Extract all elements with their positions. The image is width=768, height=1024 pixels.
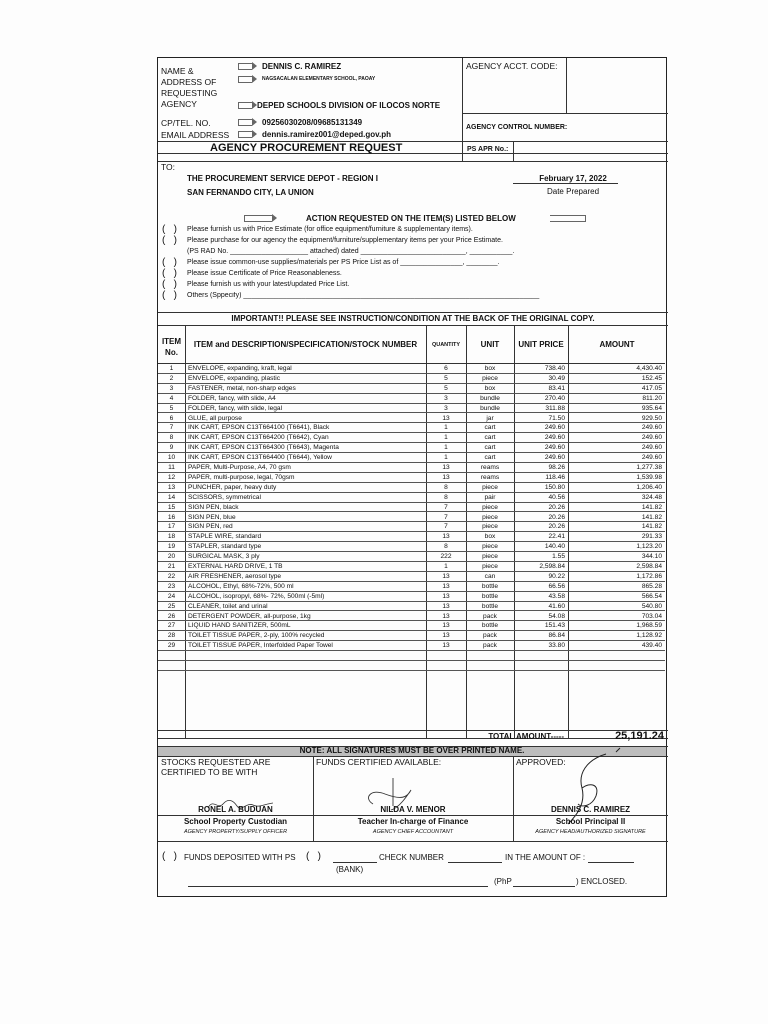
cell-no: 29 [167,642,176,650]
checkbox-purchase[interactable]: ( ) [162,235,177,246]
cell-price: 2,598.84 [539,563,565,570]
cell-unit: piece [482,523,498,531]
cell-price: 22.41 [548,533,565,541]
table-row [158,423,665,433]
action-title: ACTION REQUESTED ON THE ITEM(S) LISTED BELOW [306,214,516,223]
cell-desc: PAPER, multi-purpose, legal, 70gsm [188,473,295,481]
cell-amount: 1,277.38 [636,464,662,471]
cell-price: 83.41 [548,384,565,392]
custodian-title: School Property Custodian [183,817,288,826]
cell-amount: 141.82 [641,523,662,531]
arrow-right-icon [238,119,252,126]
form-title: AGENCY PROCUREMENT REQUEST [210,142,403,154]
table-row [158,621,665,631]
to-label: TO: [161,162,176,172]
cell-amount: 439.40 [641,642,662,650]
cell-price: 54.08 [548,612,565,620]
cell-qty: 7 [444,503,448,511]
cell-qty: 3 [444,394,448,402]
cell-qty: 222 [440,553,452,561]
cell-price: 249.60 [544,434,565,442]
cell-unit: reams [480,464,500,471]
email-label: EMAIL ADDRESS [161,130,230,140]
cell-unit: cart [484,424,496,432]
table-row [158,364,665,374]
cell-amount: 141.82 [641,513,662,521]
table-row [158,414,665,424]
cell-no: 16 [167,513,176,521]
cell-qty: 13 [442,642,450,650]
cell-amount: 1,539.98 [636,473,662,481]
cell-no: 27 [167,622,176,630]
action-item: Others (Sppecify) ____________________________________________________________________________ [187,292,540,299]
cell-desc: ENVELOPE, expanding, plastic [188,374,280,382]
cell-price: 41.60 [548,602,565,610]
table-row [158,503,665,513]
cell-unit: cart [484,454,496,462]
cell-qty: 13 [442,622,450,630]
cell-desc: AIR FRESHENER, aerosol type [188,572,282,580]
cell-amount: 324.48 [641,493,662,501]
col-quantity: QUANTITY [431,342,461,348]
finance-role: AGENCY CHIEF ACCOUNTANT [372,829,454,835]
cell-unit: piece [482,503,498,511]
cp-label: CP/TEL. NO. [161,118,211,128]
cell-no: 4 [169,394,174,402]
finance-title: Teacher In-charge of Finance [357,817,469,826]
cell-desc: INK CART, EPSON C13T664300 (T6643), Magenta [188,444,339,452]
cell-unit: piece [482,374,498,382]
cell-no: 21 [167,563,176,570]
custodian-name: RONEL A. BUDUAN [198,805,273,814]
cell-price: 311.88 [545,404,565,412]
cell-no: 23 [167,582,176,590]
cell-no: 6 [169,414,174,422]
cell-no: 1 [169,365,174,372]
cell-no: 12 [167,473,176,481]
action-item: Please furnish us with your latest/updated Price List. [187,281,350,288]
requester-name: DENNIS C. RAMIREZ [262,62,342,71]
cell-amount: 249.60 [641,434,662,442]
checkbox-certificate[interactable]: ( ) [162,268,177,279]
cell-unit: bottle [481,592,499,600]
cell-qty: 13 [442,612,450,620]
cell-unit: bundle [480,394,500,402]
table-row [158,661,665,671]
cell-amount: 811.20 [642,394,662,402]
col-item-no: ITEM No. [161,337,182,357]
table-row [158,641,665,651]
checkbox-common-use[interactable]: ( ) [162,257,177,268]
cell-desc: SIGN PEN, red [188,523,233,531]
table-row [158,433,665,443]
check-number-label: CHECK NUMBER [379,853,444,862]
cell-no: 10 [167,454,176,462]
cell-amount: 291.33 [641,533,662,541]
cell-desc: SIGN PEN, black [188,503,239,511]
cell-qty: 8 [444,493,448,501]
cell-desc: INK CART, EPSON C13T664100 (T6641), Black [188,424,330,432]
cell-no: 28 [167,632,176,640]
table-row [158,532,665,542]
cell-desc: SIGN PEN, blue [188,513,236,521]
custodian-role: AGENCY PROPERTY/SUPPLY OFFICER [183,829,288,835]
signature-note: NOTE: ALL SIGNATURES MUST BE OVER PRINTED NAME. [299,746,525,755]
head-name: DENNIS C. RAMIREZ [550,805,631,814]
to-line1: THE PROCUREMENT SERVICE DEPOT - REGION I [187,174,378,183]
cell-desc: EXTERNAL HARD DRIVE, 1 TB [188,563,283,570]
cell-unit: bundle [480,404,500,412]
cell-qty: 5 [444,374,448,382]
cell-qty: 7 [444,523,448,531]
cell-price: 30.49 [548,374,565,382]
cell-desc: DETERGENT POWDER, all-purpose, 1kg [188,612,311,620]
action-item: Please furnish us with Price Estimate (for office equipment/furniture & supplementary items). [187,226,473,233]
email-address: dennis.ramirez001@deped.gov.ph [262,130,392,139]
ps-apr-label: PS APR No.: [467,146,509,153]
cell-amount: 1,172.86 [636,572,662,580]
table-row [158,582,665,592]
cell-amount: 540.80 [641,602,662,610]
cell-price: 20.26 [548,513,565,521]
table-row [158,483,665,493]
cell-no: 19 [167,543,176,551]
arrow-right-icon [244,215,272,222]
cell-price: 150.80 [544,483,565,491]
cell-no: 8 [169,434,174,442]
cell-no: 14 [167,493,176,501]
checkbox-price-list[interactable]: ( ) [162,279,177,290]
cell-qty: 7 [444,513,448,521]
cell-no: 9 [169,444,174,452]
cell-qty: 13 [442,464,450,471]
table-row [158,493,665,503]
cell-unit: cart [484,434,496,442]
cell-price: 98.26 [548,464,565,471]
cell-amount: 4,430.40 [636,365,662,372]
cell-amount: 865.28 [641,582,662,590]
cell-desc: INK CART, EPSON C13T664400 (T6644), Yellow [188,454,332,462]
cell-unit: pack [483,642,497,650]
cell-unit: pair [484,493,496,501]
cell-price: 738.40 [544,365,565,372]
table-row [158,552,665,562]
cell-desc: STAPLE WIRE, standard [188,533,262,541]
checkbox-bank[interactable]: ( ) [306,851,321,862]
cell-qty: 13 [442,473,450,481]
cell-unit: bottle [481,602,499,610]
cell-no: 26 [167,612,176,620]
bank-label: (BANK) [336,865,364,874]
cell-qty: 13 [442,414,450,422]
cell-amount: 1,206.40 [636,483,662,491]
cell-unit: can [484,572,496,580]
cell-qty: 8 [444,543,448,551]
cell-unit: piece [482,563,498,570]
school-name: NAGSACALAN ELEMENTARY SCHOOL, PAOAY [262,76,376,82]
cell-desc: ENVELOPE, expanding, kraft, legal [188,365,292,372]
table-row [158,651,665,661]
cell-price: 118.46 [545,473,565,481]
cell-price: 40.56 [548,493,565,501]
table-row [158,562,665,572]
table-row [158,522,665,532]
procurement-form [157,57,667,897]
finance-name: NILDA V. MENOR [380,805,446,814]
table-row [158,384,665,394]
cell-no: 15 [167,503,176,511]
cell-desc: SURGICAL MASK, 3 ply [188,553,260,561]
control-number-label: AGENCY CONTROL NUMBER: [466,124,568,131]
cell-unit: cart [484,444,496,452]
important-note: IMPORTANT!! PLEASE SEE INSTRUCTION/CONDITION AT THE BACK OF THE ORIGINAL COPY. [231,314,595,323]
checkbox-funds-deposited[interactable]: ( ) [162,851,177,862]
cell-no: 25 [167,602,176,610]
cell-price: 86.84 [548,632,565,640]
phone-number: 09256030208/09685131349 [262,118,363,127]
cell-no: 5 [169,404,174,412]
cell-desc: PAPER, Multi-Purpose, A4, 70 gsm [188,464,291,471]
cell-amount: 344.10 [641,553,662,561]
cell-price: 33.80 [548,642,565,650]
name-address-label: NAME & ADDRESS OF REQUESTING AGENCY [161,66,218,109]
cell-no: 22 [167,572,176,580]
table-row [158,513,665,523]
cell-price: 66.56 [548,582,565,590]
arrow-left-icon [550,215,586,222]
cell-unit: piece [482,543,498,551]
table-row [158,443,665,453]
table-row [158,602,665,612]
cell-price: 140.40 [544,543,565,551]
cell-unit: bottle [481,582,499,590]
cell-amount: 1,128.92 [636,632,662,640]
cell-unit: pack [483,612,497,620]
cell-desc: PUNCHER, paper, heavy duty [188,483,277,491]
cell-price: 270.40 [544,394,565,402]
cell-desc: FOLDER, fancy, with slide, legal [188,404,283,412]
total-label: TOTAL AMOUNT----- [488,732,564,741]
table-row [158,612,665,622]
cell-unit: piece [482,553,498,561]
cell-amount: 141.82 [641,503,662,511]
cell-amount: 1,123.20 [636,543,662,551]
cell-qty: 8 [444,483,448,491]
cell-amount: 1,968.59 [636,622,662,630]
cell-qty: 1 [444,444,448,452]
cell-qty: 13 [442,533,450,541]
cell-desc: TOILET TISSUE PAPER, Interfolded Paper Towel [188,642,333,650]
head-signature [556,748,626,828]
cell-unit: piece [482,483,498,491]
cell-desc: TOILET TISSUE PAPER, 2-ply, 100% recycled [188,632,325,640]
cell-desc: STAPLER, standard type [188,543,262,551]
cell-price: 20.26 [548,523,565,531]
cell-qty: 13 [442,592,450,600]
cell-desc: GLUE, all purpose [188,414,242,422]
amount-of-label: IN THE AMOUNT OF : [505,853,586,862]
cell-qty: 5 [444,384,448,392]
action-item: Please issue Certificate of Price Reasonableness. [187,270,342,277]
cell-no: 13 [167,483,176,491]
cell-unit: piece [482,513,498,521]
approved-label: APPROVED: [516,757,566,767]
table-row [158,542,665,552]
enclosed-label: ) ENCLOSED. [576,877,628,886]
cell-desc: FOLDER, fancy, with slide, A4 [188,394,276,402]
cell-amount: 566.54 [641,592,662,600]
cell-qty: 6 [444,365,448,372]
checkbox-others[interactable]: ( ) [162,290,177,301]
arrow-right-icon [238,102,252,109]
cell-price: 151.43 [544,622,565,630]
action-item: (PS RAD No. ____________________ attached) dated ___________________________, ___________. [187,248,515,255]
cell-desc: INK CART, EPSON C13T664200 (T6642), Cyan [188,434,329,442]
cell-qty: 13 [442,602,450,610]
checkbox-price-estimate[interactable]: ( ) [162,224,177,235]
cell-qty: 1 [444,563,448,570]
col-amount: AMOUNT [599,340,635,349]
cell-qty: 13 [442,632,450,640]
cell-price: 249.60 [544,424,565,432]
cell-amount: 417.05 [641,384,662,392]
head-title: School Principal II [555,817,626,826]
cell-unit: jar [486,414,494,422]
table-row [158,394,665,404]
table-row [158,592,665,602]
cell-qty: 1 [444,434,448,442]
cell-no: 2 [169,374,174,382]
action-item: Please issue common-use supplies/materials per PS Price List as of ________________, ________. [187,259,500,266]
table-row [158,463,665,473]
cell-price: 1.55 [552,553,565,561]
cell-unit: pack [483,632,497,640]
cell-no: 18 [167,533,176,541]
cell-no: 7 [169,424,174,432]
cell-amount: 2,598.84 [636,563,662,570]
date-prepared-value: February 17, 2022 [539,174,607,183]
cell-amount: 152.45 [641,374,662,382]
col-unit: UNIT [480,340,500,349]
cell-price: 43.58 [548,592,565,600]
cell-unit: box [484,365,496,372]
cell-no: 20 [167,553,176,561]
cell-no: 24 [167,592,176,600]
cell-unit: reams [480,473,500,481]
cell-qty: 13 [442,582,450,590]
action-item: Please purchase for our agency the equipment/furniture/supplementary items per your Price Estimate. [187,237,503,244]
cell-unit: box [484,533,496,541]
cell-desc: ALCOHOL, isopropyl, 68%- 72%, 500ml (-5ml) [188,592,325,600]
table-row [158,473,665,483]
cell-no: 11 [168,464,175,471]
cell-no: 3 [169,384,174,392]
arrow-right-icon [238,63,252,70]
arrow-right-icon [238,131,252,138]
cell-amount: 249.60 [641,454,662,462]
col-description: ITEM and DESCRIPTION/SPECIFICATION/STOCK NUMBER [193,340,418,349]
cell-desc: CLEANER, toilet and urinal [188,602,268,610]
cell-desc: LIQUID HAND SANITIZER, 500mL [188,622,291,630]
cell-price: 71.50 [548,414,565,422]
cell-amount: 249.60 [641,444,662,452]
cell-desc: SCISSORS, symmetrical [188,493,261,501]
cell-desc: FASTENER, metal, non-sharp edges [188,384,296,392]
php-label: (PhP [494,877,512,886]
cell-amount: 929.50 [641,414,662,422]
cell-unit: box [484,384,496,392]
cell-amount: 703.04 [641,612,662,620]
cell-qty: 1 [444,424,448,432]
table-row [158,374,665,384]
stocks-label: STOCKS REQUESTED ARE CERTIFIED TO BE WITH [161,757,271,777]
total-amount: 25,191.24 [615,730,664,742]
cell-amount: 249.60 [641,424,662,432]
cell-price: 249.60 [544,454,565,462]
cell-qty: 1 [444,454,448,462]
division-name: DEPED SCHOOLS DIVISION OF ILOCOS NORTE [257,101,441,110]
table-row [158,572,665,582]
table-row [158,404,665,414]
col-unit-price: UNIT PRICE [518,340,564,349]
table-row [158,453,665,463]
cell-price: 90.22 [548,572,565,580]
cell-desc: ALCOHOL, Ethyl, 68%-72%, 500 ml [188,582,294,590]
cell-amount: 935.64 [641,404,662,412]
head-role: AGENCY HEAD/AUTHORIZED SIGNATURE [535,829,646,835]
cell-price: 249.60 [544,444,565,452]
funds-deposited-label: FUNDS DEPOSITED WITH PS [184,853,296,862]
cell-price: 20.26 [548,503,565,511]
date-prepared-label: Date Prepared [546,187,600,196]
acct-code-label: AGENCY ACCT. CODE: [466,61,558,71]
cell-unit: bottle [481,622,499,630]
cell-qty: 3 [444,404,448,412]
arrow-right-icon [238,76,252,83]
to-line2: SAN FERNANDO CITY, LA UNION [187,188,314,197]
table-row [158,631,665,641]
cell-no: 17 [167,523,176,531]
cell-qty: 13 [442,572,450,580]
funds-label: FUNDS CERTIFIED AVAILABLE: [316,757,442,767]
